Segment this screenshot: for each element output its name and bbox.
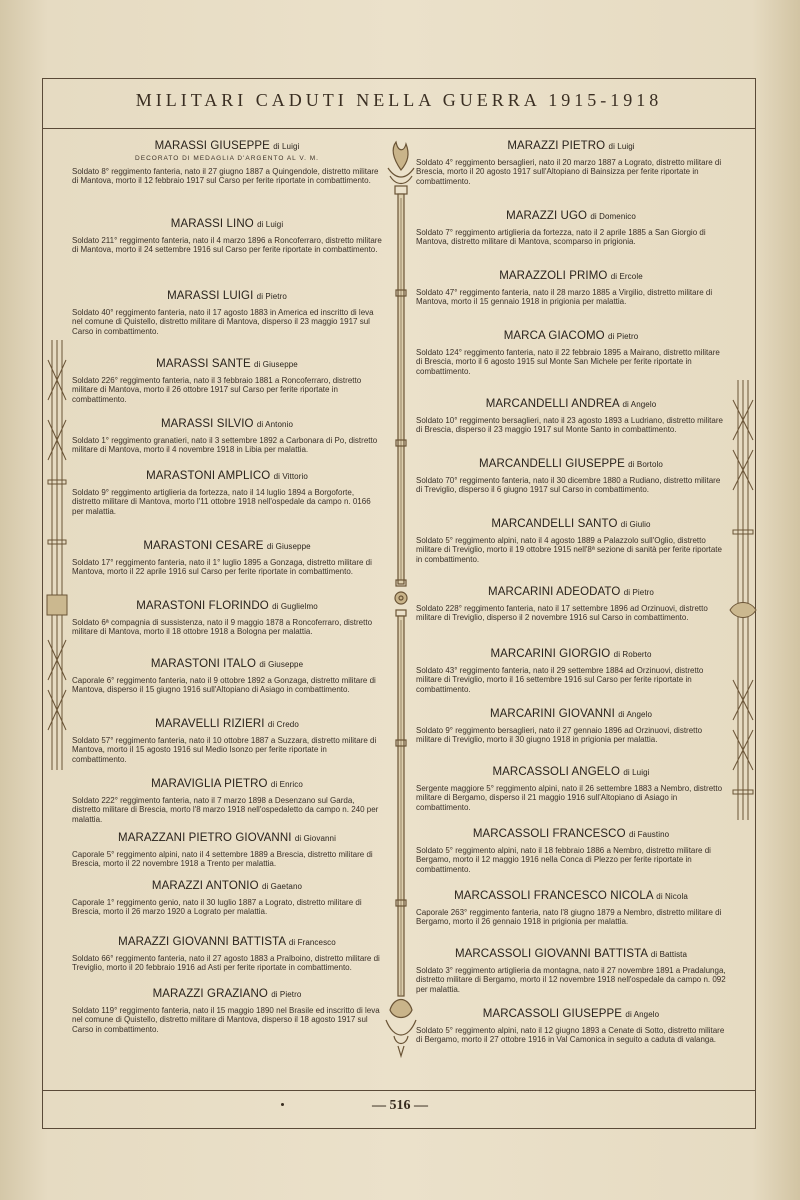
obituary-entry (416, 398, 726, 435)
father-name: di Pietro (608, 332, 639, 341)
obituary-entry (72, 470, 382, 516)
obituary-entry (416, 458, 726, 495)
entry-description: Caporale 263° reggimento fanteria, nato l'8 giugno 1879 a Nembro, distretto militare di Bergamo, morto il 26 gennaio 1918 in prigionia per malattia. (416, 908, 722, 927)
soldier-name: MARAZZI GIOVANNI BATTISTA (118, 936, 286, 948)
footer-rule (42, 1090, 756, 1091)
entry-name (416, 398, 726, 410)
entry-name (416, 140, 726, 152)
entry-name (72, 600, 382, 612)
entry-description: Soldato 5° reggimento alpini, nato il 12 giugno 1893 a Cenate di Sotto, distretto militare di Bergamo, morto il 27 ottobre 1916 in Val Camonica in seguito a caduta di valanga. (416, 1026, 725, 1045)
entry-description: Soldato 57° reggimento fanteria, nato il 10 ottobre 1887 a Suzzara, distretto militare di Mantova, morto il 15 agosto 1916 sul Medio Isonzo per ferite riportate in combattimento. (72, 736, 377, 764)
entry-name (416, 708, 726, 720)
obituary-entry (72, 358, 382, 404)
soldier-name: MARCASSOLI FRANCESCO (472, 828, 626, 840)
father-name: di Giuseppe (254, 360, 298, 369)
soldier-name: MARASTONI ITALO (150, 658, 257, 670)
entry-description: Soldato 5° reggimento alpini, nato il 4 agosto 1889 a Palazzolo sull'Oglio, distretto militare di Treviglio, morto il 19 ottobre 1915 nell'8ª sezione di sanità per ferite riportate in combattimento. (416, 536, 722, 564)
entry-description: Soldato 43° reggimento fanteria, nato il 29 settembre 1884 ad Orzinuovi, distretto militare di Treviglio, morto il 16 settembre 1916 sul Carso per ferite riportate in combattimento. (416, 666, 704, 694)
father-name: di Ercole (610, 272, 643, 281)
fasces-right-icon (728, 380, 758, 820)
entry-name (72, 936, 382, 948)
soldier-name: MARASSI SANTE (156, 358, 251, 370)
father-name: di Luigi (623, 768, 650, 777)
entry-name (416, 330, 726, 342)
soldier-name: MARAZZI ANTONIO (151, 880, 259, 892)
entry-description: Caporale 6° reggimento fanteria, nato il 9 ottobre 1892 a Gonzaga, distretto militare di Mantova, disperso il 15 giugno 1916 sull'Altopiano di Asiago in combattimento. (72, 676, 376, 695)
soldier-name: MARCA GIACOMO (503, 330, 605, 342)
entry-description: Soldato 222° reggimento fanteria, nato il 7 marzo 1898 a Desenzano sul Garda, distretto militare di Brescia, morto l'8 marzo 1918 nell'ospedaletto da campo n. 240 per malattia. (72, 796, 379, 824)
entry-description: Soldato 9° reggimento bersaglieri, nato il 27 gennaio 1896 ad Orzinuovi, distretto militare di Treviglio, morto il 30 giugno 1918 in prigionia per malattia. (416, 726, 703, 745)
entry-name (72, 358, 382, 370)
entry-description: Soldato 119° reggimento fanteria, nato il 15 maggio 1890 nel Brasile ed inscritto di leva nel comune di Quistello, distretto militare di Mantova, disperso il 18 agosto 1917 sul Carso in combattimento. (72, 1006, 380, 1034)
entry-name (72, 988, 382, 1000)
entry-description: Soldato 40° reggimento fanteria, nato il 17 agosto 1883 in America ed inscritto di leva nel comune di Quistello, distretto militare di Mantova, disperso il 23 maggio 1917 sul Carso in combattimento. (72, 308, 374, 336)
entry-description: Soldato 9° reggimento artiglieria da fortezza, nato il 14 luglio 1894 a Borgoforte, distretto militare di Mantova, morto l'11 ottobre 1918 nell'ospedale da campo n. 0166 per malattia. (72, 488, 371, 516)
obituary-entry (72, 600, 382, 637)
soldier-name: MARASSI SILVIO (160, 418, 254, 430)
entry-name (416, 210, 726, 222)
entry-name (72, 718, 382, 730)
soldier-name: MARAVIGLIA PIETRO (151, 778, 268, 790)
father-name: di Giuseppe (259, 660, 304, 669)
page-number: — 516 — (372, 1098, 428, 1113)
entry-description: Soldato 211° reggimento fanteria, nato il 4 marzo 1896 a Roncoferraro, distretto militare di Mantova, morto il 24 settembre 1916 sul Carso per ferite riportate in combattimento. (72, 236, 382, 255)
entry-name (416, 948, 726, 960)
father-name: di Luigi (273, 142, 300, 151)
soldier-name: MARAZZI PIETRO (507, 140, 606, 152)
soldier-name: MARCASSOLI GIUSEPPE (482, 1008, 623, 1020)
soldier-name: MARCARINI GIOVANNI (489, 708, 615, 720)
entry-description: Soldato 17° reggimento fanteria, nato il 1° luglio 1895 a Gonzaga, distretto militare di Mantova, morto il 22 aprile 1916 sul Carso per ferite riportate in combattimento. (72, 558, 372, 577)
entry-description: Soldato 70° reggimento fanteria, nato il 30 dicembre 1880 a Rudiano, distretto militare di Treviglio, disperso il 6 giugno 1917 sul Carso in combattimento. (416, 476, 721, 495)
entry-name (416, 518, 726, 530)
entry-name (416, 648, 726, 660)
obituary-entry (72, 218, 382, 255)
entry-name (416, 586, 726, 598)
soldier-name: MARAZZOLI PRIMO (499, 270, 608, 282)
entry-name (72, 880, 382, 892)
obituary-entry (416, 1008, 726, 1045)
entry-description: Soldato 5° reggimento alpini, nato il 18 febbraio 1886 a Nembro, distretto militare di Bergamo, morto il 12 maggio 1916 nella Conca di Plezzo per ferite riportate in combattimento. (416, 846, 711, 874)
entry-name (416, 766, 726, 778)
obituary-entry (416, 518, 726, 564)
obituary-entry (416, 890, 726, 927)
father-name: di Angelo (622, 400, 657, 409)
soldier-name: MARAZZI UGO (506, 210, 588, 222)
father-name: di Pietro (271, 990, 302, 999)
father-name: di Credo (267, 720, 299, 729)
obituary-entry (72, 832, 382, 869)
entry-name (416, 270, 726, 282)
entry-description: Soldato 124° reggimento fanteria, nato il 22 febbraio 1895 a Mairano, distretto militare di Brescia, morto il 6 agosto 1915 sul Monte San Michele per ferite riportate in combattimento. (416, 348, 720, 376)
soldier-name: MARAVELLI RIZIERI (155, 718, 265, 730)
father-name: di Roberto (613, 650, 652, 659)
entry-description: Soldato 10° reggimento bersaglieri, nato il 23 agosto 1893 a Ludriano, distretto militare di Brescia, disperso il 23 maggio 1917 sul Monte Santo in combattimento. (416, 416, 723, 435)
entry-description: Caporale 5° reggimento alpini, nato il 4 settembre 1889 a Brescia, distretto militare di Brescia, morto il 22 novembre 1918 a Trento per malattia. (72, 850, 373, 869)
father-name: di Faustino (628, 830, 670, 839)
entry-name (416, 458, 726, 470)
obituary-entry (416, 586, 726, 623)
father-name: di Vittorio (273, 472, 308, 481)
entry-name (72, 218, 382, 230)
soldier-name: MARCASSOLI GIOVANNI BATTISTA (454, 948, 648, 960)
entry-description: Soldato 47° reggimento fanteria, nato il 28 marzo 1885 a Virgilio, distretto militare di Mantova, morto il 15 gennaio 1918 in prigionia per malattia. (416, 288, 713, 307)
father-name: di Giovanni (294, 834, 336, 843)
entry-name (72, 778, 382, 790)
entry-description: Soldato 1° reggimento granatieri, nato il 3 settembre 1892 a Carbonara di Po, distretto militare di Mantova, morto il 4 novembre 1918 in Libia per malattia. (72, 436, 378, 455)
fasces-left-icon (44, 340, 70, 770)
soldier-name: MARASSI LUIGI (167, 290, 254, 302)
entry-description: Soldato 3° reggimento artiglieria da montagna, nato il 27 novembre 1891 a Pradalunga, distretto militare di Bergamo, morto il 12 novembre 1918 nell'ospedale da campo n. 092 per malattia. (416, 966, 726, 994)
entry-description: Soldato 6ª compagnia di sussistenza, nato il 9 maggio 1878 a Roncoferraro, distretto militare di Mantova, morto il 18 ottobre 1918 a Bologna per malattia. (72, 618, 373, 637)
soldier-name: MARCARINI ADEODATO (488, 586, 621, 598)
soldier-name: MARCANDELLI ANDREA (485, 398, 620, 410)
father-name: di Francesco (288, 938, 336, 947)
father-name: di Giulio (620, 520, 651, 529)
entry-name (72, 658, 382, 670)
soldier-name: MARAZZI GRAZIANO (152, 988, 268, 1000)
father-name: di Enrico (270, 780, 303, 789)
obituary-entry (72, 418, 382, 455)
entry-name (416, 828, 726, 840)
obituary-entry (72, 140, 382, 186)
father-name: di Bortolo (628, 460, 663, 469)
obituary-entry (416, 766, 726, 812)
entry-description: Soldato 8° reggimento fanteria, nato il 27 giugno 1887 a Quingendole, distretto militare di Mantova, morto il 12 febbraio 1917 sul Carso per ferite riportate in combattimento. (72, 167, 379, 186)
entry-description: Soldato 7° reggimento artiglieria da fortezza, nato il 2 aprile 1885 a San Giorgio di Mantova, distretto militare di Mantova, scomparso in prigionia. (416, 228, 706, 247)
entry-name (416, 890, 726, 902)
father-name: di Battista (650, 950, 688, 959)
father-name: di Guglielmo (272, 602, 318, 611)
entry-description: Soldato 4° reggimento bersaglieri, nato il 20 marzo 1887 a Lograto, distretto militare di Brescia, morto il 20 agosto 1917 sull'Altopiano di Bainsizza per ferite riportate in combattimento. (416, 158, 722, 186)
obituary-entry (72, 778, 382, 824)
obituary-entry (416, 140, 726, 186)
soldier-name: MARCANDELLI GIUSEPPE (479, 458, 625, 470)
entry-name (416, 1008, 726, 1020)
soldier-name: MARAZZANI PIETRO GIOVANNI (118, 832, 292, 844)
entry-description: Soldato 228° reggimento fanteria, nato il 17 settembre 1896 ad Orzinuovi, distretto militare di Treviglio, disperso il 2 novembre 1916 sul Carso in combattimento. (416, 604, 708, 623)
soldier-name: MARASTONI CESARE (143, 540, 264, 552)
entry-name (72, 140, 382, 152)
obituary-entry (72, 880, 382, 917)
father-name: di Gaetano (261, 882, 303, 891)
obituary-entry (416, 948, 726, 994)
obituary-entry (416, 330, 726, 376)
obituary-entry (416, 708, 726, 745)
obituary-entry (72, 658, 382, 695)
soldier-name: MARASTONI AMPLICO (146, 470, 271, 482)
entry-name (72, 418, 382, 430)
entry-description: Soldato 226° reggimento fanteria, nato il 3 febbraio 1881 a Roncoferraro, distretto militare di Mantova, morto il 26 ottobre 1917 sul Carso per ferite riportate in combattimento. (72, 376, 362, 404)
obituary-entry (416, 648, 726, 694)
title-rule (42, 128, 756, 129)
entry-description: Caporale 1° reggimento genio, nato il 30 luglio 1887 a Lograto, distretto militare di Brescia, morto il 26 marzo 1920 a Lograto per malattia. (72, 898, 362, 917)
entry-name (72, 540, 382, 552)
entry-name (72, 832, 382, 844)
obituary-entry (72, 988, 382, 1034)
soldier-name: MARCANDELLI SANTO (491, 518, 618, 530)
page-title: MILITARI CADUTI NELLA GUERRA 1915-1918 (135, 90, 663, 110)
father-name: di Luigi (257, 220, 284, 229)
soldier-name: MARASTONI FLORINDO (136, 600, 269, 612)
soldier-name: MARCASSOLI ANGELO (492, 766, 621, 778)
decoration-note: DECORATO DI MEDAGLIA D'ARGENTO AL V. M. (135, 155, 319, 162)
entry-description: Sergente maggiore 5° reggimento alpini, nato il 26 settembre 1883 a Nembro, distretto militare di Bergamo, disperso il 21 maggio 1916 sull'Altopiano di Asiago in combattimento. (416, 784, 723, 812)
father-name: di Giuseppe (266, 542, 311, 551)
soldier-name: MARASSI GIUSEPPE (154, 140, 270, 152)
entry-name (72, 290, 382, 302)
father-name: di Angelo (625, 1010, 660, 1019)
father-name: di Nicola (656, 892, 688, 901)
entry-name (72, 470, 382, 482)
obituary-entry (72, 718, 382, 764)
obituary-entry (72, 936, 382, 973)
father-name: di Angelo (618, 710, 653, 719)
obituary-entry (416, 828, 726, 874)
father-name: di Domenico (590, 212, 636, 221)
soldier-name: MARCARINI GIORGIO (490, 648, 611, 660)
father-name: di Pietro (623, 588, 654, 597)
obituary-entry (72, 290, 382, 336)
soldier-name: MARCASSOLI FRANCESCO NICOLA (454, 890, 653, 902)
soldier-name: MARASSI LINO (170, 218, 254, 230)
obituary-entry (416, 270, 726, 307)
father-name: di Antonio (256, 420, 293, 429)
father-name: di Luigi (608, 142, 635, 151)
entry-description: Soldato 66° reggimento fanteria, nato il 27 agosto 1883 a Pralboino, distretto militare di Treviglio, morto il 20 febbraio 1916 ad Asti per ferite riportate in combattimento. (72, 954, 380, 973)
father-name: di Pietro (256, 292, 287, 301)
obituary-entry (416, 210, 726, 247)
obituary-entry (72, 540, 382, 577)
